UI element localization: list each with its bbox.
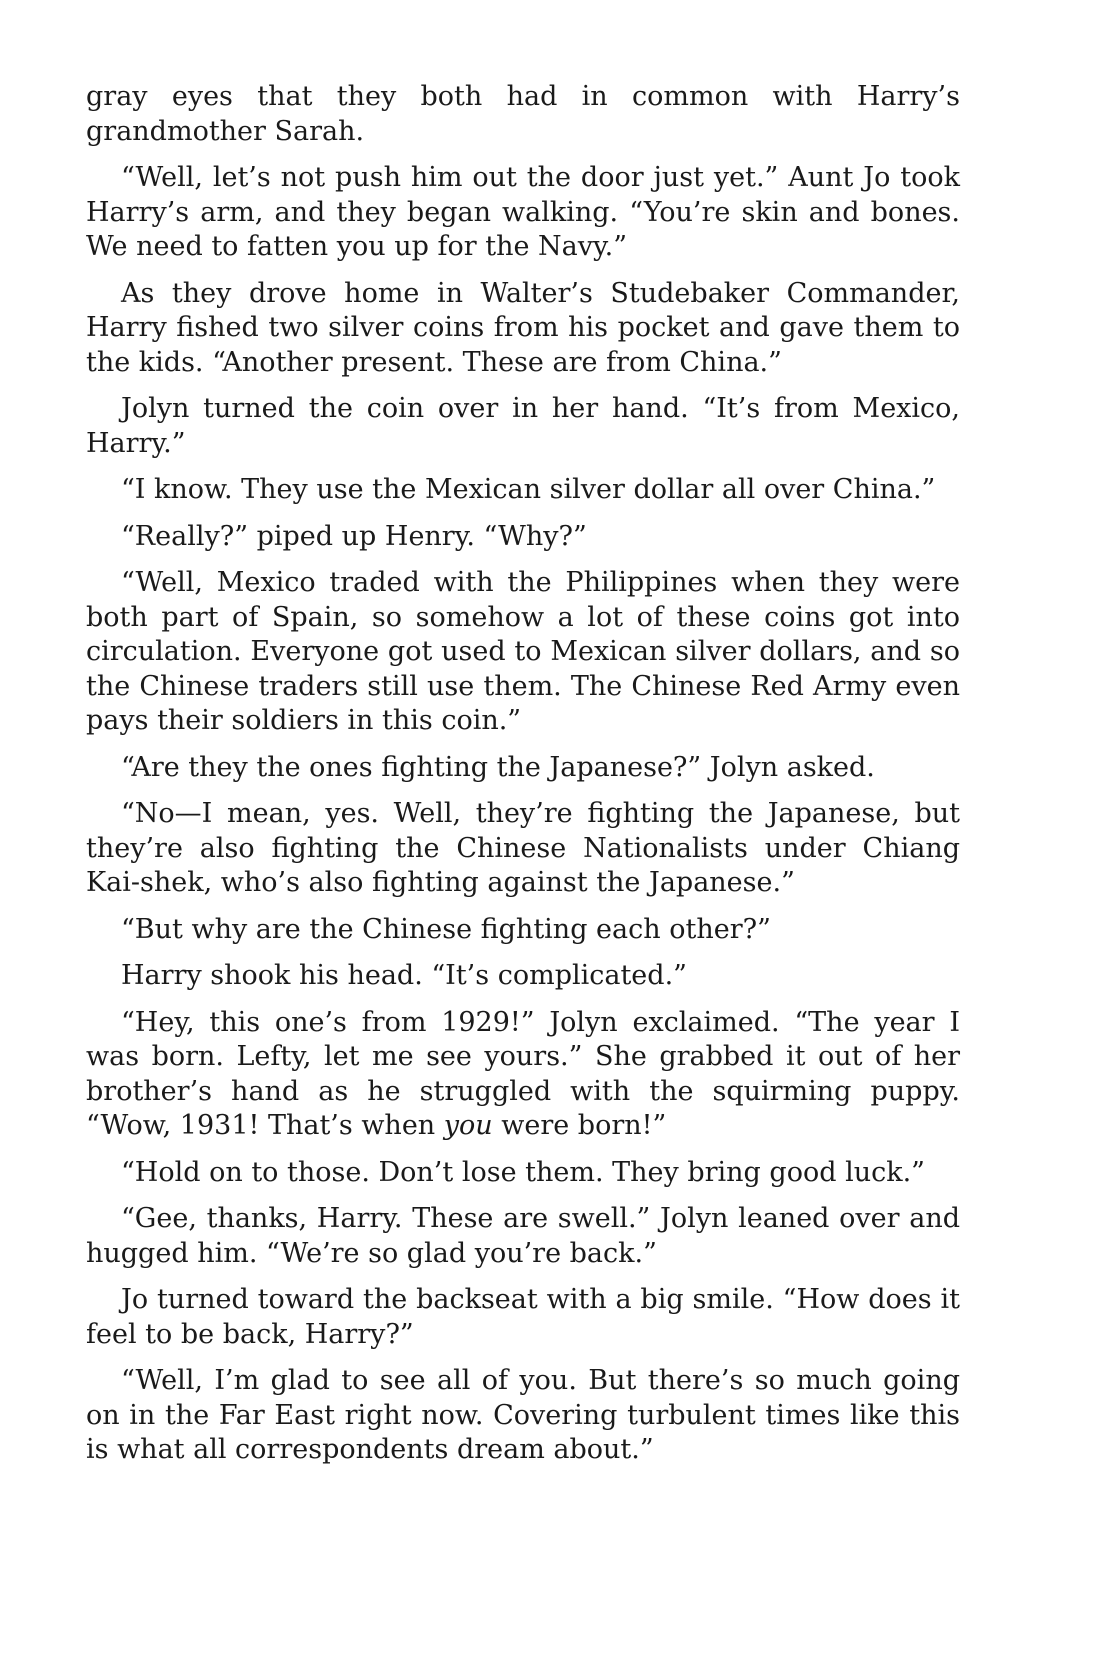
paragraph: “No—I mean, yes. Well, they’re fighting the Japanese, but they’re also fighting the Chinese Nationalists under Chiang Kai-shek, who’s also fighting against the Japanese.” bbox=[86, 798, 960, 898]
paragraph: Jolyn turned the coin over in her hand. “It’s from Mexico, Harry.” bbox=[86, 393, 960, 459]
paragraph: Jo turned toward the backseat with a big smile. “How does it feel to be back, Harry?” bbox=[86, 1284, 960, 1350]
paragraph: “Well, I’m glad to see all of you. But there’s so much going on in the Far East right now. Covering turbulent times like this is what all correspondents dream about.” bbox=[86, 1365, 960, 1465]
paragraph: As they drove home in Walter’s Studebaker Commander, Harry fished two silver coins from his pocket and gave them to the kids. “Another present. These are from China.” bbox=[86, 277, 960, 378]
paragraph: “I know. They use the Mexican silver dollar all over China.” bbox=[121, 474, 936, 505]
paragraph: “Really?” piped up Henry. “Why?” bbox=[121, 520, 587, 552]
paragraph-text-after: were born!” bbox=[492, 1110, 667, 1141]
paragraph: “Hold on to those. Don’t lose them. They bring good luck.” bbox=[121, 1156, 925, 1188]
emphasized-word: you bbox=[443, 1110, 493, 1141]
paragraph: Harry shook his head. “It’s complicated.” bbox=[121, 960, 687, 991]
paragraph-text-before: “Hey, this one’s from 1929!” Jolyn exclaimed. “The year I was born. Lefty, let me see yours.” She grabbed it out of her brother’s hand as he struggled with the squirming puppy. “Wow, 1931! That’s when bbox=[86, 1006, 960, 1141]
paragraph: “But why are the Chinese fighting each other?” bbox=[121, 913, 771, 945]
paragraph: “Are they the ones fighting the Japanese?” Jolyn asked. bbox=[121, 751, 875, 783]
paragraph: “Gee, thanks, Harry. These are swell.” Jolyn leaned over and hugged him. “We’re so glad you’re back.” bbox=[86, 1203, 960, 1269]
paragraph: “Well, Mexico traded with the Philippines when they were both part of Spain, so somehow a lot of these coins got into circulation. Everyone got used to Mexican silver dollars, and so the Chinese traders still use them. The Chinese Red Army even pays their soldiers in this coin.” bbox=[86, 567, 960, 736]
paragraph-with-emphasis bbox=[86, 1006, 960, 1144]
paragraph-continuation: gray eyes that they both had in common with Harry’s grandmother Sarah. bbox=[86, 81, 960, 147]
book-page bbox=[86, 80, 960, 1480]
paragraph: “Well, let’s not push him out the door just yet.” Aunt Jo took Harry’s arm, and they began walking. “You’re skin and bones. We need to fatten you up for the Navy.” bbox=[86, 162, 960, 262]
